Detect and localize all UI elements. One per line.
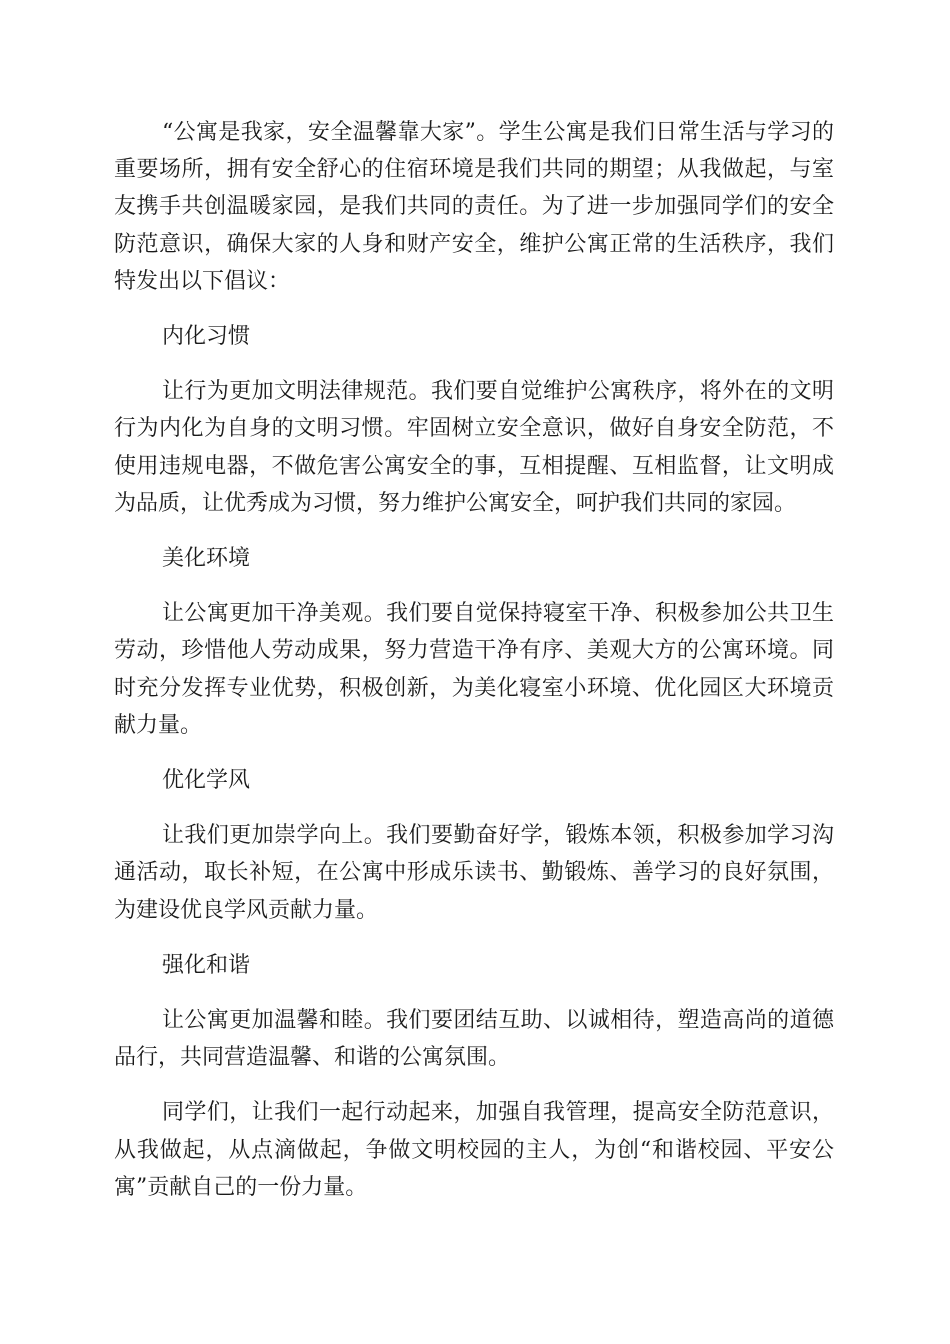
section-body-harmony: 让公寓更加温馨和睦。我们要团结互助、以诚相待，塑造高尚的道德品行，共同营造温馨、和谐的公寓氛围。 [114,1008,834,1071]
closing-paragraph: 同学们，让我们一起行动起来，加强自我管理，提高安全防范意识，从我做起，从点滴做起，争做文明校园的主人，为创“和谐校园、平安公寓”贡献自己的一份力量。 [114,1100,834,1200]
section-body-habits: 让行为更加文明法律规范。我们要自觉维护公寓秩序，将外在的文明行为内化为自身的文明习惯。牢固树立安全意识，做好自身安全防范，不使用违规电器，不做危害公寓安全的事，互相提醒、互相监督，让文明成为品质，让优秀成为习惯，努力维护公寓安全，呵护我们共同的家园。 [114,379,834,516]
document-page [114,114,834,1224]
section-heading-habits: 内化习惯 [162,324,251,350]
section-heading-environment: 美化环境 [162,546,251,572]
section-body-environment: 让公寓更加干净美观。我们要自觉保持寝室干净、积极参加公共卫生劳动，珍惜他人劳动成果，努力营造干净有序、美观大方的公寓环境。同时充分发挥专业优势，积极创新，为美化寝室小环境、优化园区大环境贡献力量。 [114,601,834,738]
intro-paragraph: “公寓是我家，安全温馨靠大家”。学生公寓是我们日常生活与学习的重要场所，拥有安全舒心的住宿环境是我们共同的期望；从我做起，与室友携手共创温暖家园，是我们共同的责任。为了进一步加强同学们的安全防范意识，确保大家的人身和财产安全，维护公寓正常的生活秩序，我们特发出以下倡议： [114,120,834,294]
section-heading-harmony: 强化和谐 [162,952,251,978]
section-body-study: 让我们更加崇学向上。我们要勤奋好学，锻炼本领，积极参加学习沟通活动，取长补短，在公寓中形成乐读书、勤锻炼、善学习的良好氛围，为建设优良学风贡献力量。 [114,823,834,923]
section-heading-study: 优化学风 [162,768,251,794]
